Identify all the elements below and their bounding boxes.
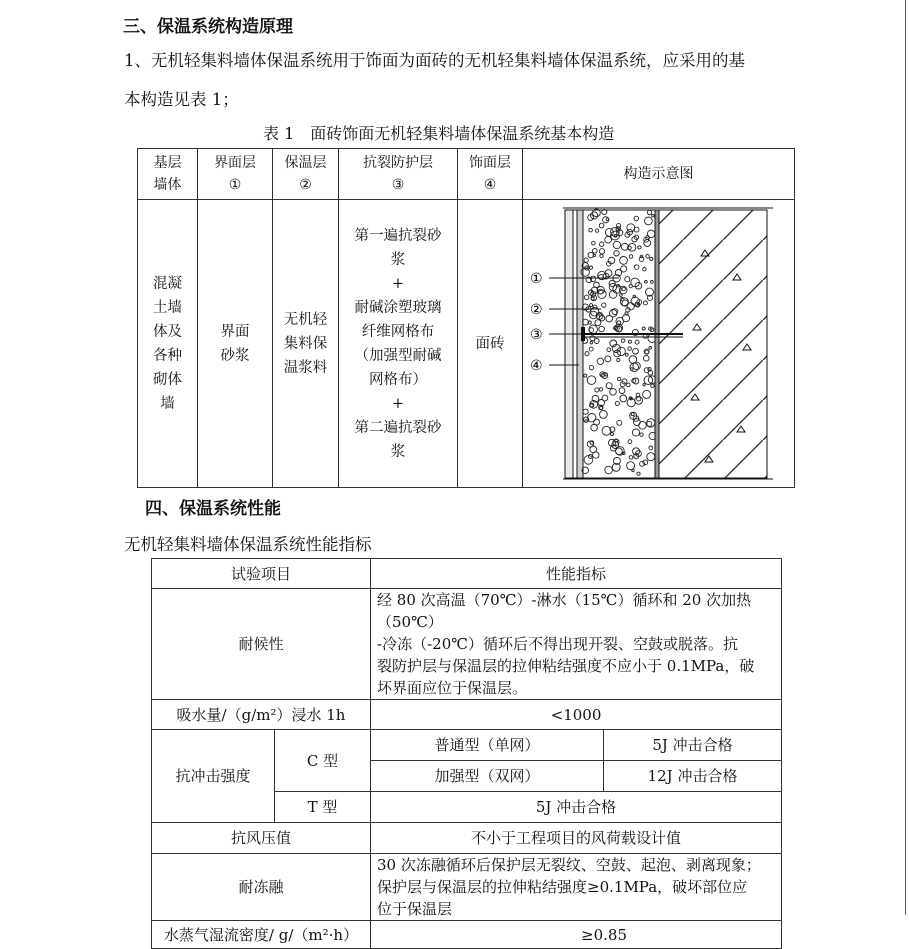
diagram-label-1: ①: [530, 271, 543, 287]
wind-pressure-value: 不小于工程项目的风荷载设计值: [371, 823, 782, 854]
cell-crack-resistant-layer: 第一遍抗裂砂 浆 + 耐碱涂塑玻璃 纤维网格布 （加强型耐碱 网格布） + 第二遍抗裂砂 浆: [339, 200, 458, 488]
paragraph-line-2: 本构造见表 1；: [124, 90, 239, 109]
weather-resistance-value: 经 80 次高温（70℃）-淋水（15℃）循环和 20 次加热（50℃） -冷冻（-20℃）循环后不得出现开裂、空鼓或脱落。抗 裂防护层与保温层的拉伸粘结强度不应小于 0.1MPa，破 坏界面应位于保温层。: [371, 589, 782, 700]
table-1-caption: 表 1 面砖饰面无机轻集料墙体保温系统基本构造: [263, 124, 615, 143]
header-crack-resistant-layer: 抗裂防护层 ③: [339, 149, 458, 200]
freeze-thaw-item: 耐冻融: [152, 854, 371, 921]
c-strong-label: 加强型（双网）: [371, 761, 604, 792]
diagram-label-3: ③: [530, 327, 543, 343]
c-normal-value: 5J 冲击合格: [604, 730, 782, 761]
cell-insulation-layer: 无机轻 集料保 温浆料: [273, 200, 339, 488]
weather-resistance-item: 耐候性: [152, 589, 371, 700]
impact-strength-item: 抗冲击强度: [152, 730, 275, 823]
performance-table: [151, 558, 782, 949]
paragraph-line-1: 1、无机轻集料墙体保温系统用于饰面为面砖的无机轻集料墙体保温系统，应采用的基: [124, 51, 745, 70]
c-strong-value: 12J 冲击合格: [604, 761, 782, 792]
freeze-thaw-value: 30 次冻融循环后保护层无裂纹、空鼓、起泡、剥离现象； 保护层与保温层的拉伸粘结强度≥0.1MPa，破坏部位应 位于保温层: [371, 854, 782, 921]
water-absorption-value: <1000: [371, 700, 782, 730]
section-4-heading: 四、保温系统性能: [145, 499, 281, 519]
wind-pressure-item: 抗风压值: [152, 823, 371, 854]
vapor-flux-value: ≥0.85: [371, 921, 782, 949]
header-base-wall: 基层 墙体: [138, 149, 198, 200]
diagram-label-2: ②: [530, 302, 543, 318]
header-finish-layer: 饰面层 ④: [458, 149, 523, 200]
header-performance-value: 性能指标: [371, 559, 782, 589]
construction-diagram: [523, 200, 795, 487]
c-type-label: C 型: [275, 730, 371, 792]
performance-subtitle: 无机轻集料墙体保温系统性能指标: [124, 535, 372, 554]
t-type-value: 5J 冲击合格: [371, 792, 782, 823]
cell-interface-layer: 界面 砂浆: [198, 200, 273, 488]
cell-base-wall: 混凝 土墙 体及 各种 砌体 墙: [138, 200, 198, 488]
c-normal-label: 普通型（单网）: [371, 730, 604, 761]
header-test-item: 试验项目: [152, 559, 371, 589]
header-interface-layer: 界面层 ①: [198, 149, 273, 200]
diagram-label-4: ④: [530, 358, 543, 374]
water-absorption-item: 吸水量/（g/m²）浸水 1h: [152, 700, 371, 730]
structure-table: [137, 148, 795, 488]
t-type-label: T 型: [275, 792, 371, 823]
cell-finish-layer: 面砖: [458, 200, 523, 488]
header-diagram: 构造示意图: [523, 149, 795, 200]
vapor-flux-item: 水蒸气湿流密度/ g/（m²·h）: [152, 921, 371, 949]
cell-diagram: [523, 200, 795, 488]
section-3-heading: 三、保温系统构造原理: [123, 17, 293, 37]
header-insulation-layer: 保温层 ②: [273, 149, 339, 200]
